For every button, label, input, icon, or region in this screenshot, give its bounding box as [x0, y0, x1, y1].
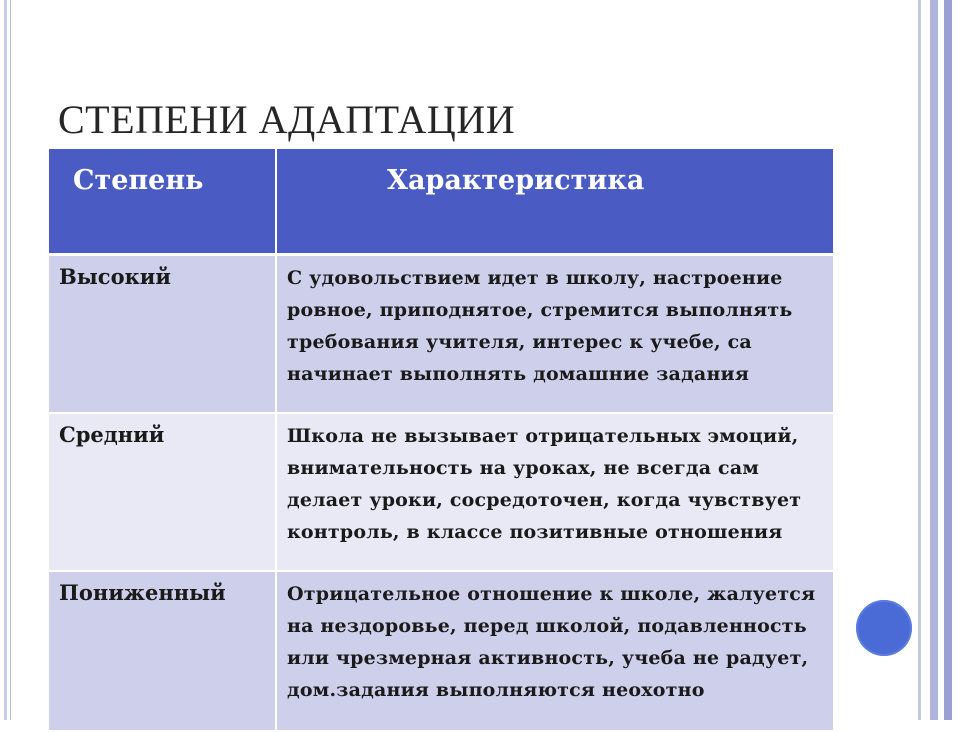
degree-label: Высокий [59, 264, 171, 289]
adaptation-table [49, 149, 833, 732]
degree-label: Средний [59, 422, 165, 447]
decorative-circle [856, 600, 912, 656]
description-cell [276, 571, 833, 731]
table-row [49, 571, 833, 731]
table-row [49, 255, 833, 414]
right-frame-stripes [914, 0, 960, 720]
table-row [49, 413, 833, 571]
description-text: Школа не вызывает отрицательных эмоций, внимательность на уроках, не всегда сам делает уроки, сосредоточен, когда чувствует контроль, в классе позитивные отношения [287, 425, 802, 543]
degree-cell [49, 255, 276, 414]
table-header-row [49, 149, 833, 255]
description-cell [276, 255, 833, 414]
slide-title: СТЕПЕНИ АДАПТАЦИИ [58, 97, 516, 142]
degree-cell [49, 571, 276, 731]
degree-label: Пониженный [59, 580, 226, 605]
description-text: Отрицательное отношение к школе, жалуется на нездоровье, перед школой, подавленность или чрезмерная активность, учеба не радует, дом.задания выполняются неохотно [287, 583, 816, 701]
header-characteristic: Характеристика [276, 149, 833, 255]
degree-cell [49, 413, 276, 571]
left-frame-stripe [0, 0, 11, 720]
description-text: С удовольствием идет в школу, настроение ровное, приподнятое, стремится выполнять требования учителя, интерес к учебе, са начинает выполнять домашние задания [287, 267, 793, 385]
description-cell [276, 413, 833, 571]
header-degree: Степень [49, 149, 276, 255]
